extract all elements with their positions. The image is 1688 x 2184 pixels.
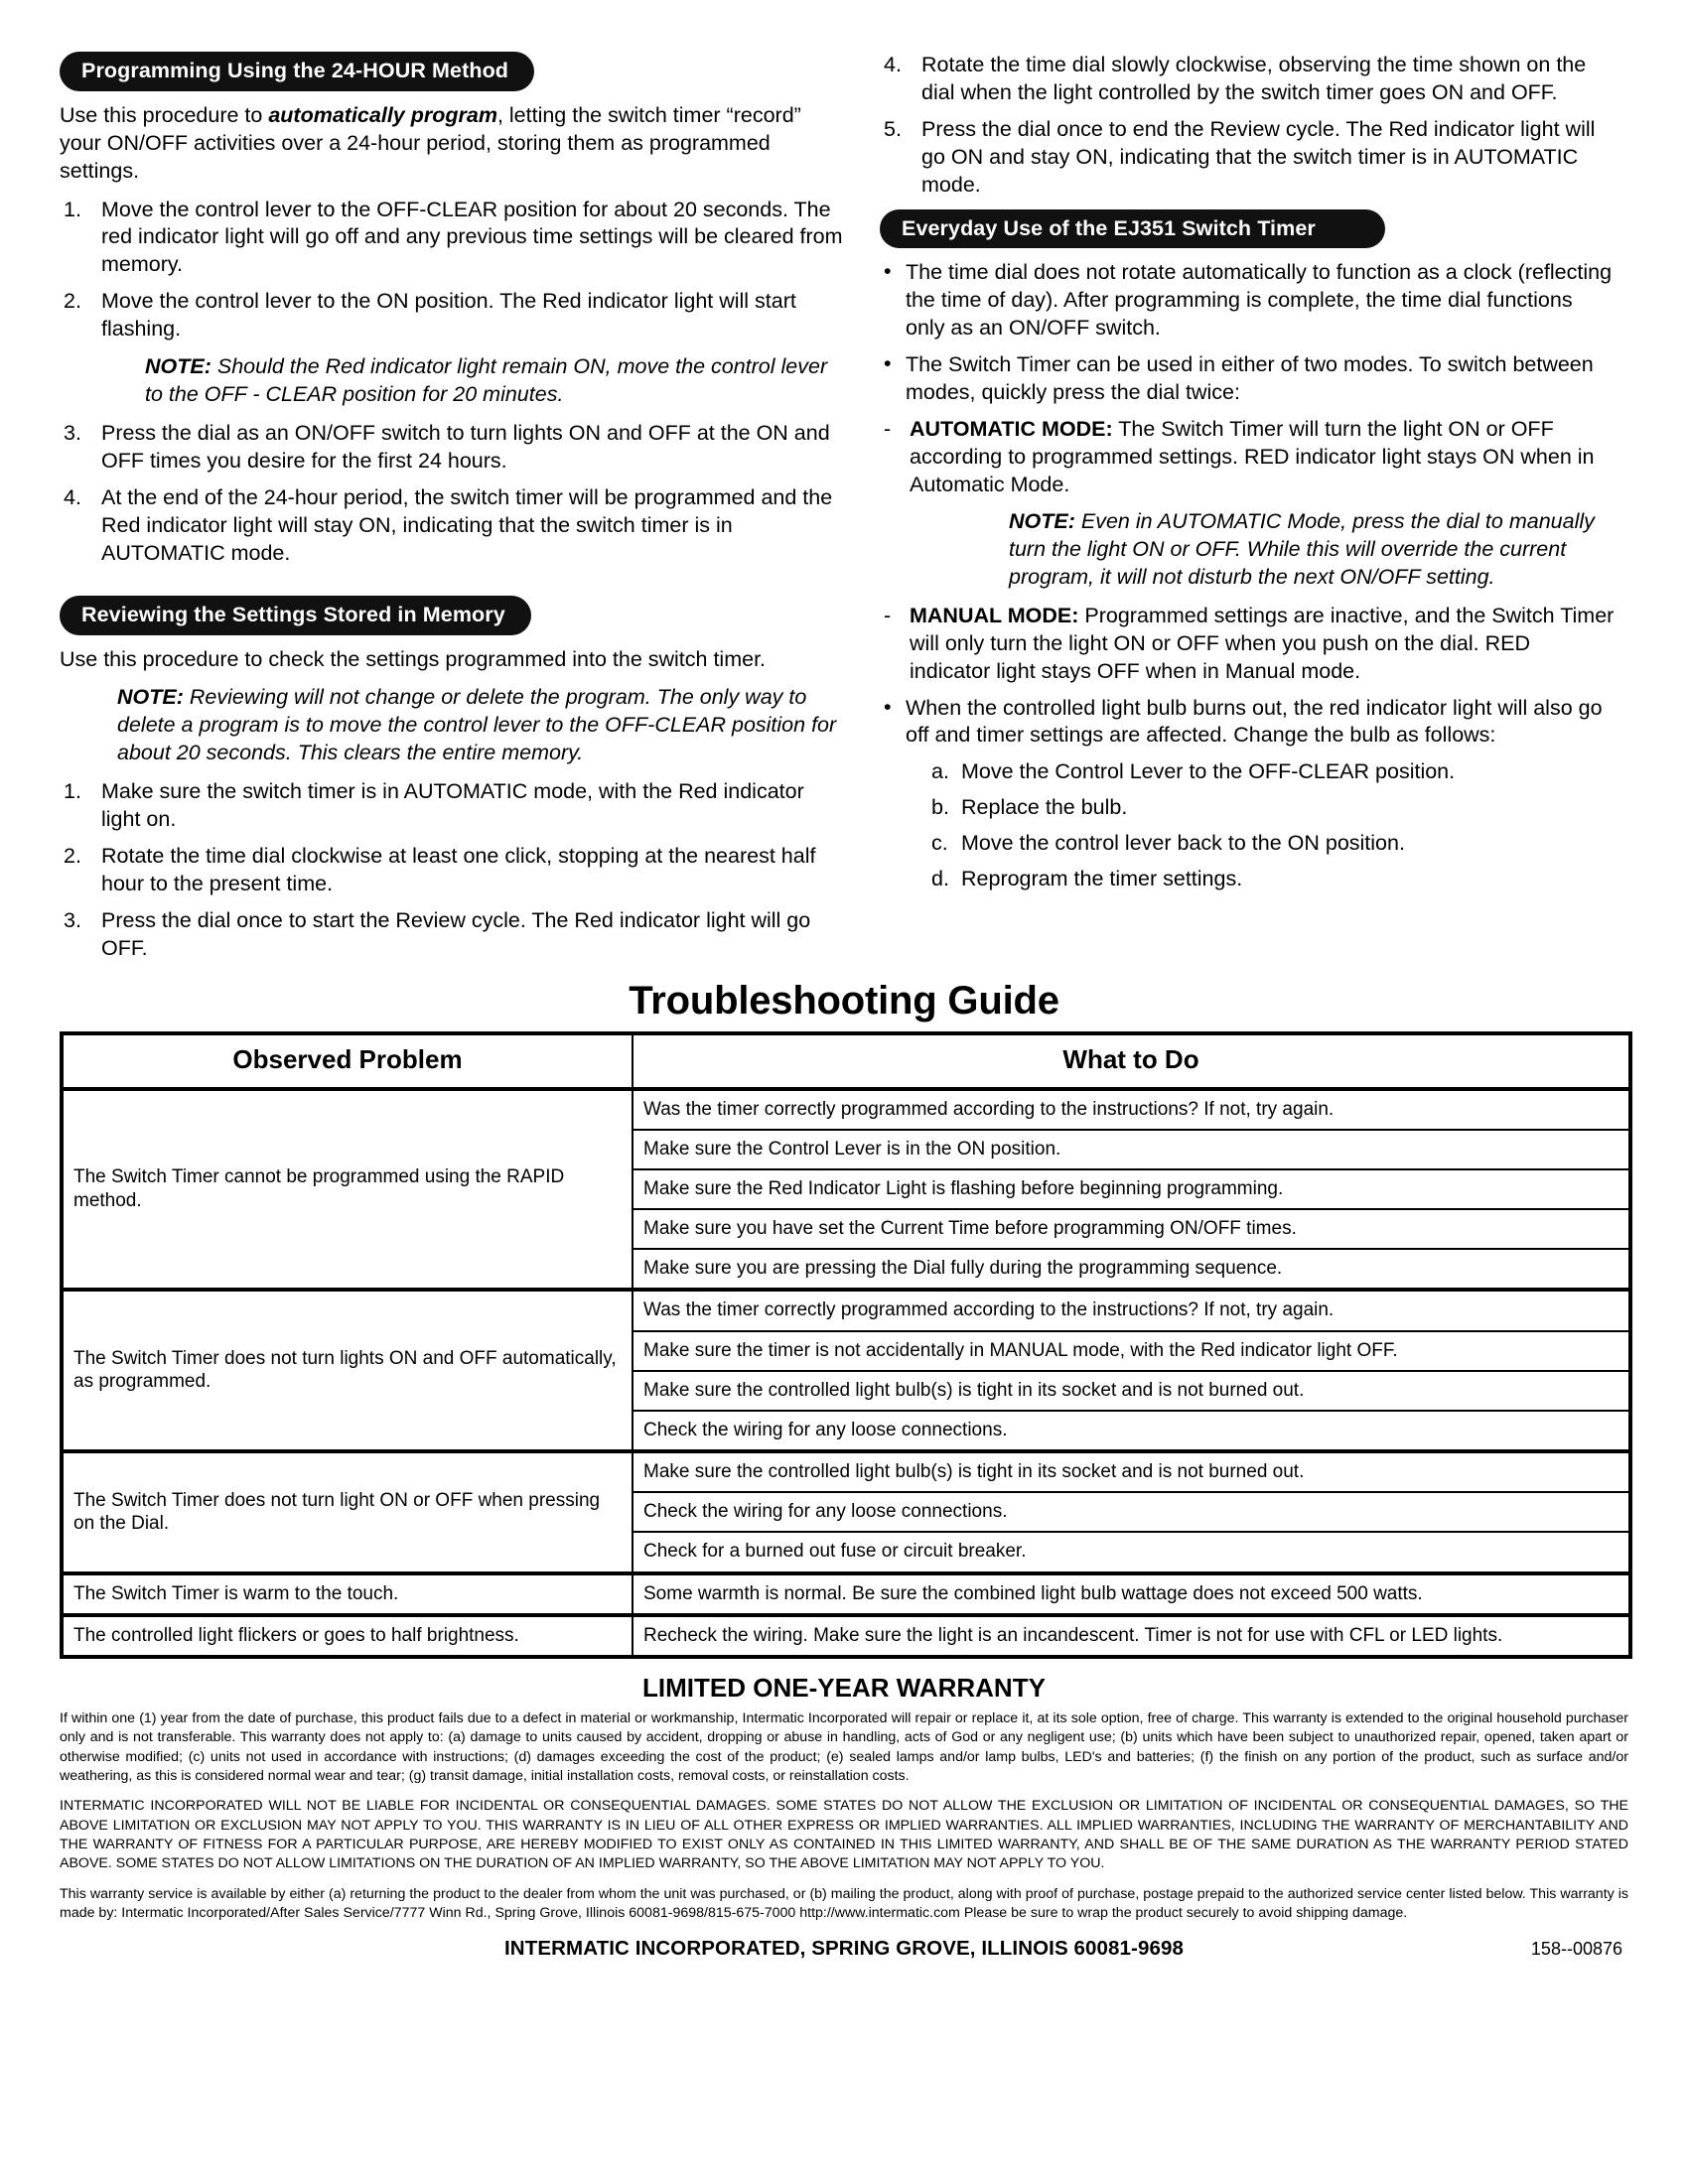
list-item — [880, 695, 1615, 751]
manual-mode-label: MANUAL MODE: — [910, 603, 1079, 627]
list-item — [60, 197, 844, 280]
intro-part-c: , letting the switch timer “record” your ON/OFF activities over a 24-hour period, storing them as programmed settings. — [60, 102, 801, 183]
list-item — [60, 288, 844, 343]
remedy-cell: Recheck the wiring. Make sure the light is an incandescent. Timer is not for use with CFL or LED lights. — [633, 1615, 1630, 1657]
section-heading-everyday-use: Everyday Use of the EJ351 Switch Timer — [880, 209, 1385, 249]
step-marker: 4. — [64, 484, 81, 509]
column-header-what-to-do: What to Do — [633, 1033, 1630, 1089]
list-item — [880, 603, 1615, 686]
section-heading-24hour-method: Programming Using the 24-HOUR Method — [60, 52, 534, 91]
everyday-use-bullets-bottom — [880, 695, 1615, 751]
list-item — [880, 416, 1615, 499]
mode-list-manual — [880, 603, 1615, 686]
note-text: Should the Red indicator light remain ON, move the control lever to the OFF - CLEAR position for 20 minutes. — [145, 354, 828, 407]
list-item — [880, 52, 1615, 107]
bullet-text: When the controlled light bulb burns out, the red indicator light will also go off and timer settings are affected. Change the bulb as follows: — [906, 695, 1603, 748]
step-text: Rotate the time dial clockwise at least one click, stopping at the nearest half hour to the present time. — [101, 844, 816, 896]
automatic-mode-label: AUTOMATIC MODE: — [910, 417, 1113, 442]
remedy-cell: Make sure the controlled light bulb(s) is tight in its socket and is not burned out. — [633, 1371, 1630, 1411]
right-column — [880, 52, 1615, 901]
step-marker: 2. — [64, 844, 81, 869]
remedy-cell: Was the timer correctly programmed according to the instructions? If not, try again. — [633, 1290, 1630, 1330]
list-item — [880, 116, 1615, 200]
list-item — [60, 420, 844, 476]
intro-part-a: Use this procedure to — [60, 102, 269, 127]
step-text: Reprogram the timer settings. — [961, 867, 1243, 891]
list-item — [880, 259, 1615, 342]
warranty-paragraph: This warranty service is available by either (a) returning the product to the dealer from whom the unit was purchased, or (b) mailing the product, along with proof of purchase, postage prepaid to the authorized service center listed below. This warranty is made by: Intermatic Incorporated/After Sales Service/7777 Winn Rd., Spring Grove, Illinois 60081-9698/815-675-7000 http://www.intermatic.com Please be sure to wrap the product securely to avoid shipping damage. — [60, 1885, 1628, 1921]
remedy-cell: Check the wiring for any loose connections. — [633, 1411, 1630, 1451]
everyday-use-bullets-top — [880, 259, 1615, 407]
remedy-cell: Was the timer correctly programmed according to the instructions? If not, try again. — [633, 1089, 1630, 1130]
list-item — [931, 866, 1615, 893]
warranty-body — [60, 1709, 1628, 1923]
step-text: Rotate the time dial slowly clockwise, observing the time shown on the dial when the light controlled by the switch timer goes ON and OFF. — [921, 53, 1587, 104]
warranty-paragraph: If within one (1) year from the date of purchase, this product fails due to a defect in material or workmanship, Intermatic Incorporated will repair or replace it, at its sole option, free of charge. This warranty is extended to the original household purchaser only and is not transferable. This warranty does not apply to: (a) damage to units caused by accident, dropping or abuse in handling, acts of God or any negligent use; (b) units which have been subject to unauthorized repair, opened, taken apart or otherwise modified; (c) units not used in accordance with instructions; (d) damages exceeding the cost of the product; (e) sealed lamps and/or lamp bulbs, LED's and batteries; (f) the finish on any portion of the product, such as surface and/or weathering, as this is considered normal wear and tear; (g) transit damage, initial installation costs, removal costs, or reinstallation costs. — [60, 1710, 1628, 1784]
dash-icon: - — [884, 603, 892, 627]
section-heading-reviewing-settings: Reviewing the Settings Stored in Memory — [60, 596, 531, 635]
step-text: Press the dial once to end the Review cycle. The Red indicator light will go ON and stay ON, indicating that the switch timer is in AUTOMATIC mode. — [921, 116, 1596, 197]
remedy-cell: Check the wiring for any loose connections. — [633, 1492, 1630, 1532]
list-item — [931, 758, 1615, 786]
step-marker: 1. — [64, 197, 81, 221]
mode-list-automatic — [880, 416, 1615, 499]
step-marker: 2. — [64, 289, 81, 314]
intro-emphasis: automatically program — [268, 102, 497, 127]
automatic-mode-note — [1009, 508, 1615, 592]
list-item — [60, 907, 844, 963]
table-header-row — [62, 1033, 1630, 1089]
table-row — [62, 1615, 1630, 1657]
manual-mode-text: Programmed settings are inactive, and the Switch Timer will only turn the light ON or OFF when you push on the dial. RED indicator light stays OFF when in Manual mode. — [910, 603, 1615, 683]
step-text: At the end of the 24-hour period, the switch timer will be programmed and the Red indicator light will stay ON, indicating that the switch timer is in AUTOMATIC mode. — [101, 484, 833, 565]
note-label: NOTE: — [145, 354, 211, 379]
bullet-text: The time dial does not rotate automatically to function as a clock (reflecting the time of day). After programming is complete, the time dial functions only as an ON/OFF switch. — [906, 260, 1613, 341]
remedy-cell: Make sure the timer is not accidentally in MANUAL mode, with the Red indicator light OFF. — [633, 1331, 1630, 1371]
note-text: Reviewing will not change or delete the program. The only way to delete a program is to move the control lever to the OFF-CLEAR position for about 20 seconds. This clears the entire memory. — [117, 685, 837, 765]
step-text: Move the control lever to the OFF-CLEAR position for about 20 seconds. The red indicator light will go off and any previous time settings will be cleared from memory. — [101, 197, 843, 277]
left-column — [60, 52, 844, 973]
remedy-cell: Make sure the Control Lever is in the ON position. — [633, 1130, 1630, 1169]
step-marker: a. — [931, 759, 949, 784]
step-marker: 1. — [64, 779, 81, 804]
problem-cell: The Switch Timer does not turn lights ON and OFF automatically, as programmed. — [62, 1290, 633, 1451]
section2-intro: Use this procedure to check the settings programmed into the switch timer. — [60, 646, 767, 671]
automatic-mode-text: The Switch Timer will turn the light ON or OFF according to programmed settings. RED indicator light stays ON when in Automatic Mode. — [910, 417, 1595, 496]
step-marker: d. — [931, 867, 949, 891]
review-steps-continued — [880, 52, 1615, 200]
step-marker: 4. — [884, 53, 902, 76]
remedy-cell: Check for a burned out fuse or circuit breaker. — [633, 1532, 1630, 1572]
remedy-cell: Some warmth is normal. Be sure the combined light bulb wattage does not exceed 500 watts. — [633, 1573, 1630, 1615]
note-text: Even in AUTOMATIC Mode, press the dial to manually turn the light ON or OFF. While this will override the current program, it will not disturb the next ON/OFF setting. — [1009, 508, 1595, 589]
step-marker: b. — [931, 795, 949, 820]
remedy-cell: Make sure you are pressing the Dial fully during the programming sequence. — [633, 1249, 1630, 1290]
bullet-icon: • — [884, 351, 892, 376]
warranty-paragraph: INTERMATIC INCORPORATED WILL NOT BE LIABLE FOR INCIDENTAL OR CONSEQUENTIAL DAMAGES. SOME STATES DO NOT ALLOW THE EXCLUSION OR LIMITATION OF INCIDENTAL OR CONSEQUENTIAL DAMAGES, SO THE ABOVE LIMITATION OR EXCLUSION MAY NOT APPLY TO YOU. THIS WARRANTY IS IN LIEU OF ALL OTHER EXPRESS OR IMPLIED WARRANTIES. ALL IMPLIED WARRANTIES, INCLUDING THE WARRANTY OF MERCHANTABILITY AND THE WARRANTY OF FITNESS FOR A PARTICULAR PURPOSE, ARE HEREBY MODIFIED TO EXIST ONLY AS CONTAINED IN THIS LIMITED WARRANTY, AND SHALL BE OF THE SAME DURATION AS THE WARRANTY PERIOD STATED ABOVE. SOME STATES DO NOT ALLOW LIMITATIONS ON THE DURATION OF AN IMPLIED WARRANTY, SO THE ABOVE LIMITATION MAY NOT APPLY TO YOU. — [60, 1798, 1628, 1872]
step-marker: 3. — [64, 421, 81, 446]
bulb-change-steps — [880, 758, 1615, 893]
company-line: INTERMATIC INCORPORATED, SPRING GROVE, ILLINOIS 60081-9698 — [504, 1937, 1184, 1961]
step-text: Press the dial once to start the Review cycle. The Red indicator light will go OFF. — [101, 908, 811, 960]
section1-intro — [60, 102, 844, 186]
section1-steps-3-4 — [60, 420, 844, 568]
list-item — [60, 484, 844, 568]
step-marker: 3. — [64, 908, 81, 932]
list-item — [60, 843, 844, 898]
step-text: Make sure the switch timer is in AUTOMATIC mode, with the Red indicator light on. — [101, 779, 804, 832]
section2-steps — [60, 778, 844, 963]
step-text: Move the control lever back to the ON position. — [961, 831, 1405, 856]
step-marker: c. — [931, 831, 948, 856]
list-item — [931, 830, 1615, 858]
problem-cell: The Switch Timer does not turn light ON or OFF when pressing on the Dial. — [62, 1451, 633, 1573]
note-label: NOTE: — [1009, 508, 1075, 533]
step-text: Replace the bulb. — [961, 795, 1128, 820]
list-item — [931, 794, 1615, 822]
part-number: 158--00876 — [1530, 1939, 1622, 1960]
step-text: Move the control lever to the ON position. The Red indicator light will start flashing. — [101, 289, 796, 341]
list-item — [880, 351, 1615, 407]
troubleshooting-table — [60, 1031, 1632, 1659]
warranty-title: LIMITED ONE-YEAR WARRANTY — [642, 1673, 1046, 1703]
table-row — [62, 1451, 1630, 1492]
problem-cell: The controlled light flickers or goes to half brightness. — [62, 1615, 633, 1657]
problem-cell: The Switch Timer is warm to the touch. — [62, 1573, 633, 1615]
step-text: Press the dial as an ON/OFF switch to turn lights ON and OFF at the ON and OFF times you desire for the first 24 hours. — [101, 421, 830, 474]
remedy-cell: Make sure the Red Indicator Light is flashing before beginning programming. — [633, 1169, 1630, 1209]
problem-cell: The Switch Timer cannot be programmed using the RAPID method. — [62, 1089, 633, 1291]
section2-note — [117, 684, 844, 767]
note-label: NOTE: — [117, 685, 184, 710]
section1-note — [145, 353, 844, 409]
table-row — [62, 1290, 1630, 1330]
table-row — [62, 1573, 1630, 1615]
table-row — [62, 1089, 1630, 1130]
remedy-cell: Make sure the controlled light bulb(s) is tight in its socket and is not burned out. — [633, 1451, 1630, 1492]
bullet-icon: • — [884, 694, 892, 719]
list-item — [60, 778, 844, 834]
page-footer — [60, 1937, 1628, 1971]
dash-icon: - — [884, 417, 892, 442]
step-marker: 5. — [884, 116, 902, 141]
column-header-observed-problem: Observed Problem — [62, 1033, 633, 1089]
two-column-body — [60, 52, 1628, 973]
troubleshooting-title: Troubleshooting Guide — [629, 978, 1059, 1023]
bullet-icon: • — [884, 259, 892, 284]
bullet-text: The Switch Timer can be used in either of two modes. To switch between modes, quickly press the dial twice: — [906, 352, 1594, 405]
remedy-cell: Make sure you have set the Current Time before programming ON/OFF times. — [633, 1209, 1630, 1249]
section1-steps-1-2 — [60, 197, 844, 344]
step-text: Move the Control Lever to the OFF-CLEAR position. — [961, 759, 1456, 784]
